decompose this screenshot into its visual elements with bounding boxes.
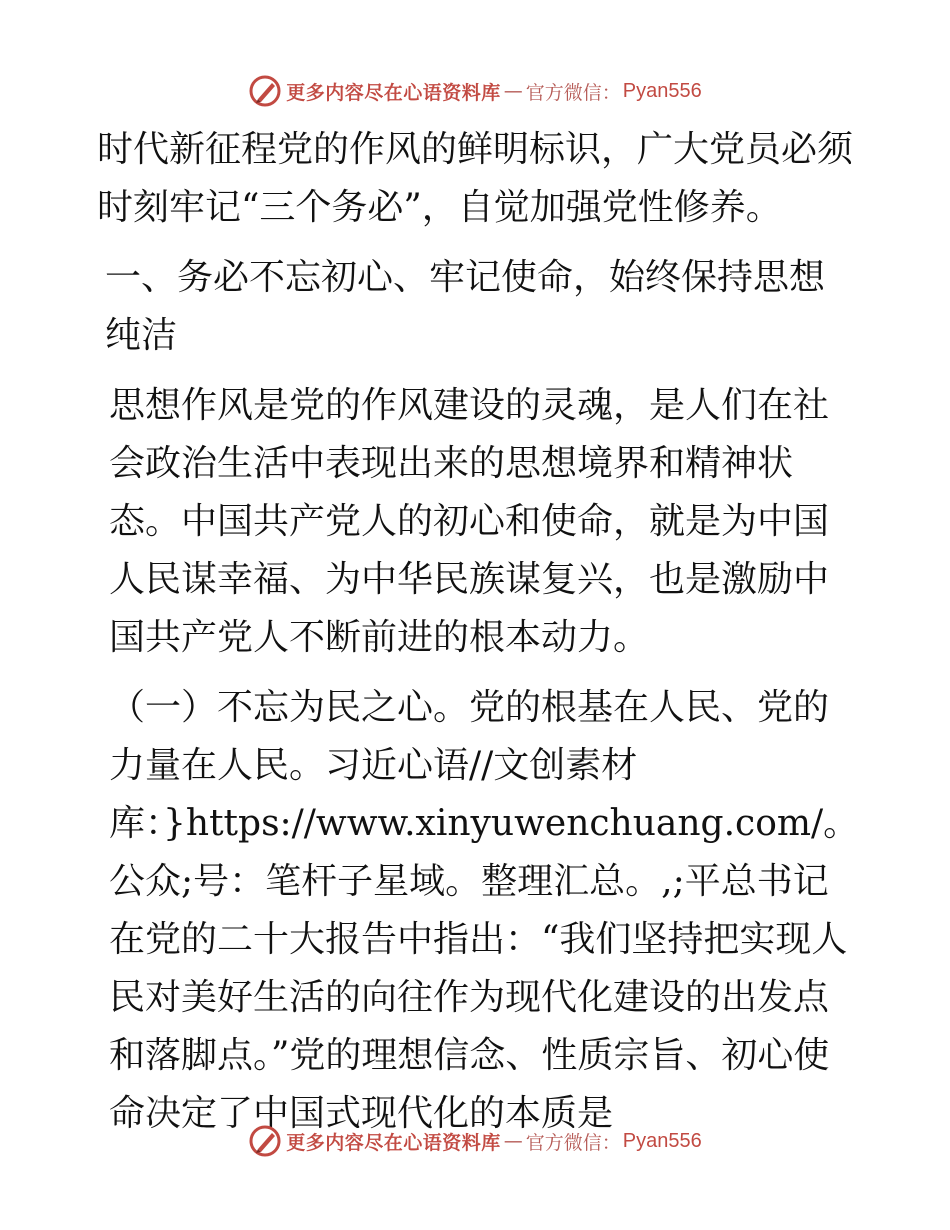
header-banner: [0, 71, 950, 111]
banner-wechat-id: Pyan556: [622, 1129, 702, 1152]
pen-logo-icon: [248, 74, 282, 108]
banner-separator: —: [503, 80, 523, 102]
banner-wechat-label: 官方微信：: [525, 81, 621, 104]
pen-logo-icon: [248, 1124, 282, 1158]
banner-separator: —: [503, 1130, 523, 1152]
document-body: [97, 121, 860, 1143]
section-heading: 一、务必不忘初心、牢记使命，始终保持思想纯洁: [105, 257, 826, 356]
banner-main-text: 更多内容尽在心语资料库: [286, 81, 501, 104]
paragraph-intro: 时代新征程党的作风的鲜明标识，广大党员必须时刻牢记“三个务必”，自觉加强党性修养。: [97, 129, 854, 228]
paragraph-thought-style: 思想作风是党的作风建设的灵魂，是人们在社会政治生活中表现出来的思想境界和精神状态。中国共产党人的初心和使命，就是为中国人民谋幸福、为中华民族谋复兴，也是激励中国共产党人不断前进的根本动力。: [109, 385, 830, 658]
banner-main-text: 更多内容尽在心语资料库: [286, 1131, 501, 1154]
paragraph-people-heart: （一）不忘为民之心。党的根基在人民、党的力量在人民。习近心语//文创素材库：}https://www.xinyuwenchuang.com/。公众;号：笔杆子星域。整理汇总。,;平总书记在党的二十大报告中指出：“我们坚持把实现人民对美好生活的向往作为现代化建设的出发点和落脚点。”党的理想信念、性质宗旨、初心使命决定了中国式现代化的本质是: [109, 687, 860, 1134]
footer-banner: [0, 1121, 950, 1161]
banner-wechat-label: 官方微信：: [525, 1131, 621, 1154]
banner-wechat-id: Pyan556: [622, 79, 702, 102]
